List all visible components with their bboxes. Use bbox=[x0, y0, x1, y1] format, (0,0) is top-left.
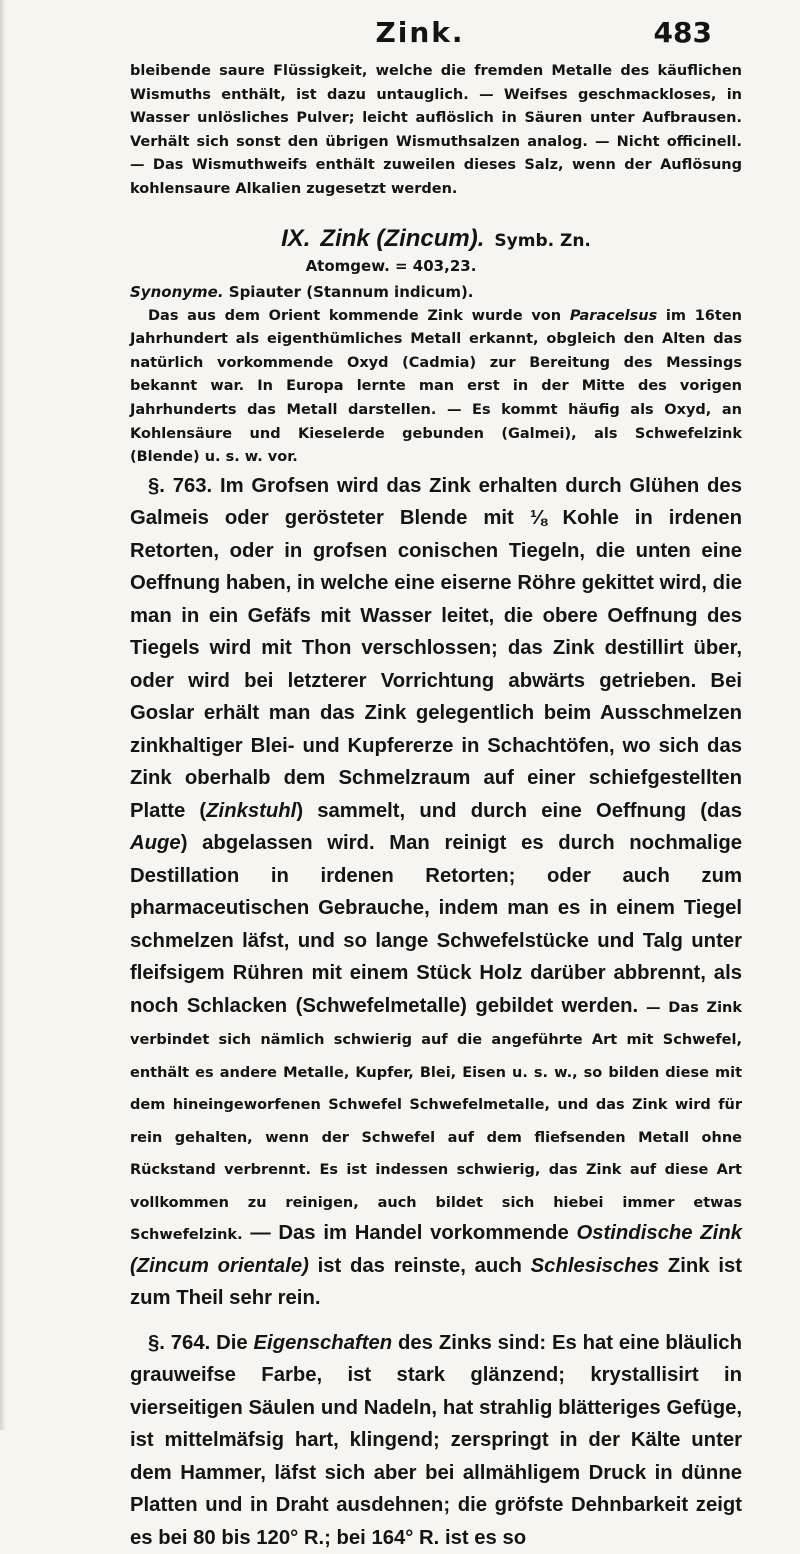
paragraph-763 bbox=[130, 470, 742, 1315]
p764-text-b: des Zinks sind: Es hat eine bläulich grauweifse Farbe, ist stark glänzend; krystallisirt in vierseitigen Säulen und Nadeln, hat strahlig blätteriges Gefüge, ist mittelmäfsig hart, klingend; zerspringt in der Kälte unter dem Hammer, läfst sich aber bei allmähligem Druck in dünne Platten und in Draht ausdehnen; die gröfste Dehnbarkeit zeigt es bei 80 bis 120° R.; bei 164° R. ist es so bbox=[130, 1331, 742, 1549]
paragraph-763-number: §. 763. bbox=[148, 474, 213, 497]
paragraph-764 bbox=[130, 1327, 742, 1554]
running-header bbox=[128, 16, 712, 60]
synonyms-text: Spiauter (Stannum indicum). bbox=[228, 282, 474, 301]
p763-text-f: Zink ist zum Theil sehr rein. bbox=[130, 1254, 742, 1310]
element-symbol: Symb. Zn. bbox=[494, 230, 591, 251]
section-number: IX. bbox=[281, 224, 311, 252]
atomic-weight: Atomgew. = 403,23. bbox=[305, 256, 477, 275]
p763-text-c: ) abgelassen wird. Man reinigt es durch nochmalige Destillation in irdenen Retorten; oder auch zum pharmaceutischen Gebrauche, indem man es in einem Tiegel schmelzen läfst, und so lange Schwefelstücke und Talg unter fleifsigem Rühren mit einem Stück Holz darüber abbrennt, als noch Schlacken (Schwefelmetalle) gebildet werden. bbox=[130, 832, 742, 1017]
page-spine-shadow bbox=[0, 0, 6, 1430]
running-title: Zink. bbox=[375, 16, 465, 49]
history-text-a: Das aus dem Orient kommende Zink wurde von bbox=[148, 307, 570, 324]
p763-ostindisch: Ostindische Zink (Zincum orientale) bbox=[130, 1222, 742, 1277]
synonyms-label: Synonyme. bbox=[130, 282, 224, 301]
p763-text-a: Im Grofsen wird das Zink erhalten durch Glühen des Galmeis oder gerösteter Blende mit ⅛ Kohle in irdenen Retorten, oder in grofsen conischen Tiegeln, die unten eine Oeffnung haben, in welche eine eiserne Röhre gekittet wird, die man in ein Gefäfs mit Wasser leitet, die obere Oeffnung des Tiegels wird mit Thon verschlossen; das Zink destillirt über, oder wird bei letzterer Vorrichtung abwärts getrieben. Bei Goslar erhält man das Zink gelegentlich beim Ausschmelzen zinkhaltiger Blei- und Kupfererze in Schachtöfen, wo sich das Zink oberhalb dem Schmelzraum auf einer schiefgestellten Platte ( bbox=[130, 474, 742, 822]
p763-text-d: — Das im Handel vorkommende bbox=[242, 1222, 577, 1245]
p764-text-a: Die bbox=[210, 1331, 254, 1354]
p763-zinkstuhl: Zinkstuhl bbox=[206, 799, 297, 822]
page-body bbox=[130, 60, 742, 1554]
p764-eigenschaften: Eigenschaften bbox=[253, 1331, 393, 1354]
p763-text-b: ) sammelt, und durch eine Oeffnung (das bbox=[296, 799, 742, 822]
paracelsus-name: Paracelsus bbox=[569, 307, 658, 324]
p763-text-e: ist das reinste, auch bbox=[308, 1254, 531, 1277]
paragraph-764-number: §. 764. bbox=[148, 1331, 211, 1354]
page-number: 483 bbox=[653, 16, 712, 49]
history-paragraph bbox=[130, 305, 742, 470]
section-heading bbox=[130, 225, 742, 253]
history-text-b: im 16ten Jahrhundert als eigenthümliches Metall erkannt, obgleich den Alten das natürlich vorkommende Oxyd (Cadmia) zur Bereitung des Messings bekannt war. In Europa lernte man erst in der Mitte des vorigen Jahrhunderts das Metall darstellen. — Es kommt häufig als Oxyd, an Kohlensäure und Kieselerde gebunden (Galmei), als Schwefelzink (Blende) u. s. w. vor. bbox=[130, 307, 742, 466]
p763-auge: Auge bbox=[130, 832, 181, 855]
p763-small-note: — Das Zink verbindet sich nämlich schwierig auf die angeführte Art mit Schwefel, enthält es andere Metalle, Kupfer, Blei, Eisen u. s. w., so bilden diese mit dem hineingeworfenen Schwefel Schwefelmetalle, und das Zink wird für rein gehalten, wenn der Schwefel auf dem fliefsenden Metall ohne Rückstand verbrennt. Es ist indessen schwierig, das Zink auf diese Art vollkommen zu reinigen, auch bildet sich hiebei immer etwas Schwefelzink. bbox=[130, 999, 743, 1244]
intro-paragraph: bleibende saure Flüssigkeit, welche die fremden Metalle des käuflichen Wismuths enthält, ist dazu untauglich. — Weifses geschmackloses, in Wasser unlösliches Pulver; leicht auflöslich in Säuren unter Aufbrausen. Verhält sich sonst den übrigen Wismuthsalzen analog. — Nicht officinell. — Das Wismuthweifs enthält zuweilen dieses Salz, wenn der Auflösung kohlensaure Alkalien zugesetzt werden. bbox=[130, 63, 742, 197]
section-title: Zink (Zincum). bbox=[320, 224, 485, 252]
p763-schlesisch: Schlesisches bbox=[530, 1254, 660, 1277]
synonyms-line bbox=[130, 283, 742, 301]
